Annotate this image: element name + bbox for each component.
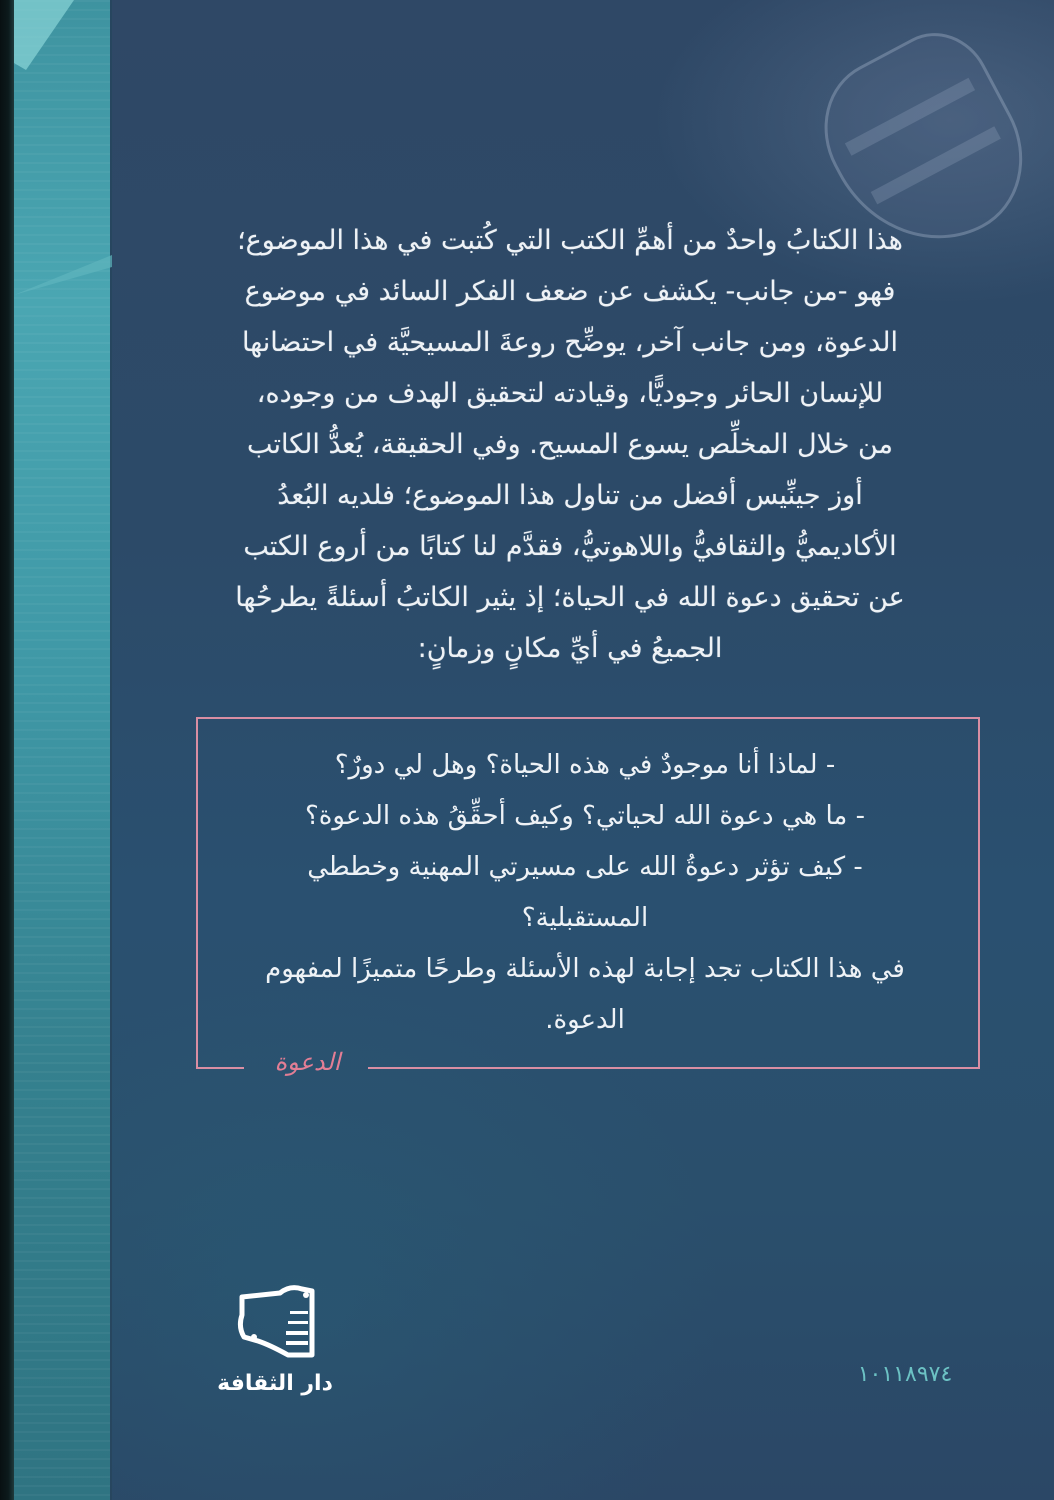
question-line: - كيف تؤثر دعوةُ الله على مسيرتي المهنية وخططي: [307, 852, 863, 882]
intro-line: عن تحقيق دعوة الله في الحياة؛ إذ يثير الكاتبُ أسئلةً يطرحُها: [235, 582, 905, 613]
boat-seat: [871, 126, 1000, 204]
publisher-name: دار الثقافة: [217, 1371, 333, 1396]
intro-line: هذا الكتابُ واحدٌ من أهمِّ الكتب التي كُتبت في هذا الموضوع؛: [237, 225, 903, 256]
question-line: في هذا الكتاب تجد إجابة لهذه الأسئلة وطرحًا متميزًا لمفهوم: [265, 954, 905, 984]
question-line: - لماذا أنا موجودٌ في هذه الحياة؟ وهل لي دورٌ؟: [334, 750, 836, 780]
boat-seat: [845, 78, 974, 156]
publisher-block: [205, 1275, 345, 1396]
intro-line: أوز جينِّيس أفضل من تناول هذا الموضوع؛ فلديه البُعدُ: [277, 480, 863, 511]
intro-line: الجميعُ في أيِّ مكانٍ وزمانٍ:: [417, 633, 723, 664]
question-line: - ما هي دعوة الله لحياتي؟ وكيف أحقِّقُ هذه الدعوة؟: [305, 801, 865, 831]
book-edge-shadow: [0, 0, 14, 1500]
intro-line: الأكاديميُّ والثقافيُّ واللاهوتيُّ، فقدَّم لنا كتابًا من أروع الكتب: [243, 531, 897, 562]
intro-line: من خلال المخلِّص يسوع المسيح. وفي الحقيقة، يُعدُّ الكاتب: [247, 429, 893, 460]
frame-border-segment: [368, 1067, 980, 1069]
intro-line: فهو -من جانب- يكشف عن ضعف الفكر السائد في موضوع: [244, 276, 896, 307]
frame-border-segment: [196, 1067, 244, 1069]
intro-line: للإنسان الحائر وجوديًّا، وقيادته لتحقيق الهدف من وجوده،: [256, 378, 884, 409]
intro-line: الدعوة، ومن جانب آخر، يوضِّح روعةَ المسيحيَّة في احتضانها: [242, 327, 898, 358]
question-line: الدعوة.: [545, 1005, 625, 1035]
intro-paragraph: [200, 215, 940, 674]
question-line: المستقبلية؟: [521, 903, 649, 933]
frame-label: الدعوة: [274, 1048, 341, 1076]
book-spine: [14, 0, 112, 1500]
publisher-logo-icon: [220, 1275, 330, 1365]
questions-list: [205, 740, 965, 1046]
isbn-code: ١٠١١٨٩٧٤: [857, 1362, 953, 1387]
